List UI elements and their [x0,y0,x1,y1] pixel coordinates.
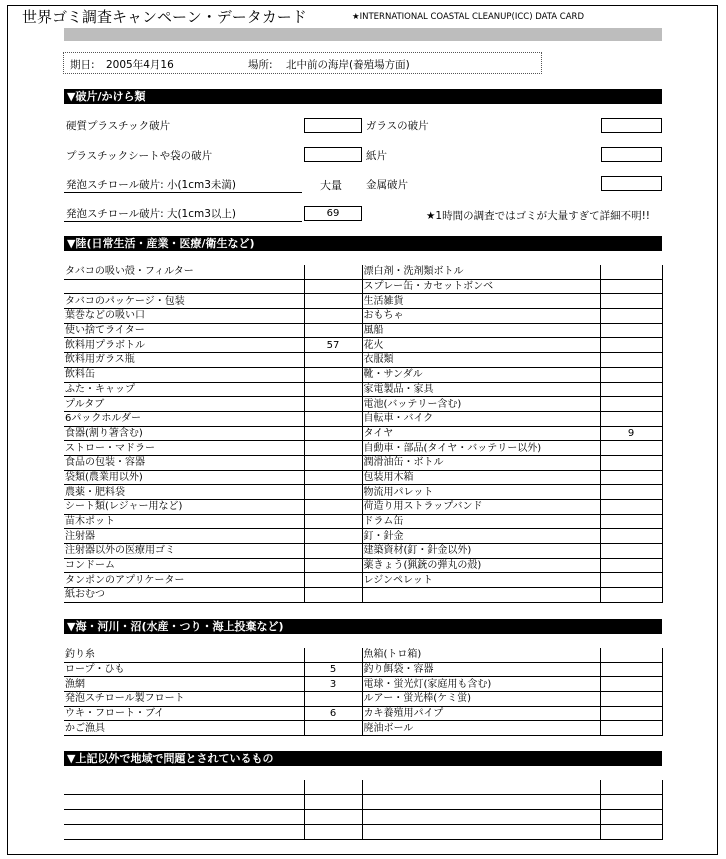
count-glass[interactable] [601,118,662,133]
land-row [64,382,662,397]
land-item-label: 漂白剤・洗剤類ボトル [362,265,600,279]
land-item-label: 葉巻などの吸い口 [64,309,304,324]
land-row [64,441,662,456]
land-item-count[interactable] [600,382,662,397]
sea-item-count[interactable] [600,721,662,736]
other-table [64,780,663,840]
other-row [64,825,662,840]
land-item-label: 農薬・肥料袋 [64,485,304,500]
land-item-label: 花火 [362,338,600,353]
land-item-count[interactable] [600,353,662,368]
land-item-label: 食品の包装・容器 [64,455,304,470]
land-item-count[interactable] [600,588,662,603]
land-row [64,529,662,544]
land-item-count[interactable] [600,294,662,309]
land-item-count[interactable] [600,455,662,470]
item-paper: 紙片 [366,150,387,162]
item-metal: 金属破片 [366,179,408,191]
other-row [64,810,662,825]
land-item-label: 釘・針金 [362,529,600,544]
land-item-label: 苗木ポット [64,514,304,529]
land-item-count[interactable] [304,558,362,573]
land-item-count[interactable] [600,544,662,559]
land-item-label: タンポンのアプリケーター [64,573,304,588]
other-count-cell[interactable] [600,795,662,810]
land-item-count[interactable] [304,441,362,456]
land-item-count[interactable] [304,367,362,382]
land-item-label: 靴・サンダル [362,367,600,382]
other-count-cell[interactable] [304,795,362,810]
land-item-count[interactable] [304,353,362,368]
land-item-label: コンドーム [64,558,304,573]
land-item-label: 潤滑油缶・ボトル [362,455,600,470]
sea-item-label: 釣り糸 [64,648,304,662]
land-item-count[interactable] [304,279,362,294]
sea-row [64,692,662,707]
land-item-count[interactable] [304,529,362,544]
land-item-label: おもちゃ [362,309,600,324]
other-label-cell[interactable] [362,795,600,810]
land-item-count[interactable] [304,397,362,412]
land-item-count[interactable] [600,485,662,500]
other-count-cell[interactable] [304,780,362,795]
land-item-label [362,588,600,603]
land-item-count[interactable] [304,544,362,559]
item-foam-large: 発泡スチロール破片: 大(1cm3以上) [66,208,237,220]
section-header-land: ▼陸(日常生活・産業・医療/衛生など) [64,236,662,251]
land-item-label: プルタブ [64,397,304,412]
land-item-count[interactable] [600,309,662,324]
survey-note: ★1時間の調査ではゴミが大量すぎて詳細不明!! [426,210,651,222]
land-row [64,514,662,529]
land-item-label: 包装用木箱 [362,470,600,485]
land-row [64,353,662,368]
land-item-count[interactable] [304,500,362,515]
land-item-count[interactable] [304,588,362,603]
land-row [64,367,662,382]
sea-item-label: 電球・蛍光灯(家庭用も含む) [362,677,600,692]
sea-item-count[interactable] [304,721,362,736]
sea-item-label: ロープ・ひも [64,662,304,677]
sea-item-label: ウキ・フロート・ブイ [64,706,304,721]
sea-item-count[interactable] [600,662,662,677]
land-item-count[interactable] [304,382,362,397]
land-item-count[interactable] [600,265,662,279]
land-item-count[interactable] [304,426,362,441]
count-plastic-sheet[interactable] [304,147,362,162]
land-item-count[interactable] [304,470,362,485]
card-title: 世界ゴミ調査キャンペーン・データカード [22,8,307,26]
land-item-count[interactable] [600,397,662,412]
land-item-label: 電池(バッテリー含む) [362,397,600,412]
land-item-label: タイヤ [362,426,600,441]
other-label-cell[interactable] [64,810,304,825]
sea-item-label: 廃油ボール [362,721,600,736]
place-label: 場所: [248,59,273,71]
land-item-label: シート類(レジャー用など) [64,500,304,515]
other-count-cell[interactable] [304,825,362,840]
land-item-label: 袋類(農業用以外) [64,470,304,485]
land-row [64,397,662,412]
land-item-label: タバコのパッケージ・包装 [64,294,304,309]
land-row [64,309,662,324]
land-item-label: 生活雑貨 [362,294,600,309]
land-row [64,544,662,559]
land-row [64,455,662,470]
land-item-label: 紙おむつ [64,588,304,603]
land-item-count[interactable] [600,558,662,573]
land-item-label: 物流用パレット [362,485,600,500]
other-row [64,795,662,810]
land-item-label: 6パックホルダー [64,411,304,426]
land-item-label: タバコの吸い殻・フィルター [64,265,304,279]
land-table [64,265,663,603]
sea-item-label: ルアー・蛍光棒(ケミ蛍) [362,692,600,707]
other-label-cell[interactable] [64,795,304,810]
sea-row [64,662,662,677]
land-item-label: ふた・キャップ [64,382,304,397]
place-value: 北中前の海岸(養殖場方面) [286,59,410,71]
land-row [64,323,662,338]
sea-item-label: 魚箱(トロ箱) [362,648,600,662]
land-item-label: 荷造り用ストラップバンド [362,500,600,515]
land-item-count[interactable] [304,411,362,426]
land-item-count[interactable] [600,367,662,382]
land-item-count[interactable] [600,514,662,529]
sea-item-count[interactable] [600,677,662,692]
land-item-count[interactable] [600,529,662,544]
land-item-count[interactable] [304,455,362,470]
count-foam-small: 大量 [320,179,342,192]
land-item-label: 建築資材(釘・針金以外) [362,544,600,559]
land-row [64,558,662,573]
land-item-count[interactable] [304,573,362,588]
land-item-label: ストロー・マドラー [64,441,304,456]
item-plastic-sheet: プラスチックシートや袋の破片 [66,150,213,162]
land-row [64,588,662,603]
sea-item-count[interactable] [600,706,662,721]
other-count-cell[interactable] [600,780,662,795]
land-item-label: 注射器以外の医療用ゴミ [64,544,304,559]
land-row [64,470,662,485]
land-item-label: 注射器 [64,529,304,544]
land-item-count[interactable] [600,500,662,515]
count-paper[interactable] [601,147,662,162]
info-box [63,52,542,74]
land-row [64,411,662,426]
land-item-count[interactable] [600,411,662,426]
land-item-count[interactable] [600,573,662,588]
land-item-label: 自転車・バイク [362,411,600,426]
land-item-label: 食器(割り箸含む) [64,426,304,441]
other-label-cell[interactable] [362,825,600,840]
sea-item-count[interactable] [600,648,662,662]
other-count-cell[interactable] [600,810,662,825]
other-label-cell[interactable] [64,780,304,795]
other-label-cell[interactable] [362,780,600,795]
item-foam-small: 発泡スチロール破片: 小(1cm3未満) [66,179,237,191]
land-item-count[interactable] [600,441,662,456]
land-item-count[interactable] [600,279,662,294]
section-header-other: ▼上記以外で地域で問題とされているもの [64,751,662,766]
land-row [64,279,662,294]
land-item-label: 自動車・部品(タイヤ・バッテリー以外) [362,441,600,456]
divider-foam-small [64,192,302,193]
sea-table [64,648,663,736]
other-count-cell[interactable] [600,825,662,840]
sea-row [64,706,662,721]
land-item-label: 家電製品・家具 [362,382,600,397]
land-item-count[interactable] [600,470,662,485]
land-item-count[interactable] [304,514,362,529]
sea-item-label: 釣り餌袋・容器 [362,662,600,677]
land-item-label: 飲料缶 [64,367,304,382]
land-item-count[interactable] [600,323,662,338]
land-item-label: スプレー缶・カセットボンベ [362,279,600,294]
land-row [64,294,662,309]
land-item-count[interactable] [304,294,362,309]
land-row [64,500,662,515]
sea-item-label: 漁網 [64,677,304,692]
sea-item-count[interactable] [304,648,362,662]
sea-row [64,648,662,662]
sea-item-label: かご漁具 [64,721,304,736]
land-item-label: ドラム缶 [362,514,600,529]
land-item-count[interactable]: 57 [304,338,362,353]
grey-bar [64,28,662,41]
land-item-label: 飲料用ガラス瓶 [64,353,304,368]
sea-row [64,677,662,692]
land-item-count[interactable] [304,265,362,279]
land-row [64,338,662,353]
land-item-count[interactable] [304,485,362,500]
sea-item-count[interactable]: 3 [304,677,362,692]
sea-row [64,721,662,736]
land-row [64,265,662,279]
item-glass: ガラスの破片 [366,120,429,132]
land-item-label: 使い捨てライター [64,323,304,338]
card-subtitle: ★INTERNATIONAL COASTAL CLEANUP(ICC) DATA CARD [352,12,585,22]
sea-item-count[interactable]: 5 [304,662,362,677]
date-label: 期日: [70,59,95,71]
sea-item-count[interactable] [600,692,662,707]
item-hard-plastic: 硬質プラスチック破片 [66,120,171,132]
land-item-label: レジンペレット [362,573,600,588]
section-header-sea: ▼海・河川・沼(水産・つり・海上投棄など) [64,619,662,634]
sea-item-count[interactable] [304,692,362,707]
other-count-cell[interactable] [304,810,362,825]
land-item-count[interactable]: 9 [600,426,662,441]
other-row [64,780,662,795]
land-item-label [64,279,304,294]
date-value: 2005年4月16 [106,59,174,71]
land-item-label: 衣服類 [362,353,600,368]
land-item-label: 薬きょう(猟銃の弾丸の殻) [362,558,600,573]
count-hard-plastic[interactable] [304,118,362,133]
land-row [64,485,662,500]
sea-item-label: 発泡スチロール製フロート [64,692,304,707]
sea-item-count[interactable]: 6 [304,706,362,721]
sea-item-label: カキ養殖用パイプ [362,706,600,721]
land-item-count[interactable] [600,338,662,353]
divider-foam-large [64,221,302,222]
count-metal[interactable] [601,176,662,191]
land-item-count[interactable] [304,309,362,324]
land-item-label: 風船 [362,323,600,338]
land-item-count[interactable] [304,323,362,338]
other-label-cell[interactable] [64,825,304,840]
land-row [64,426,662,441]
land-row [64,573,662,588]
section-header-fragments: ▼破片/かけら類 [64,89,662,104]
land-item-label: 飲料用プラボトル [64,338,304,353]
count-foam-large[interactable]: 69 [304,206,362,221]
other-label-cell[interactable] [362,810,600,825]
